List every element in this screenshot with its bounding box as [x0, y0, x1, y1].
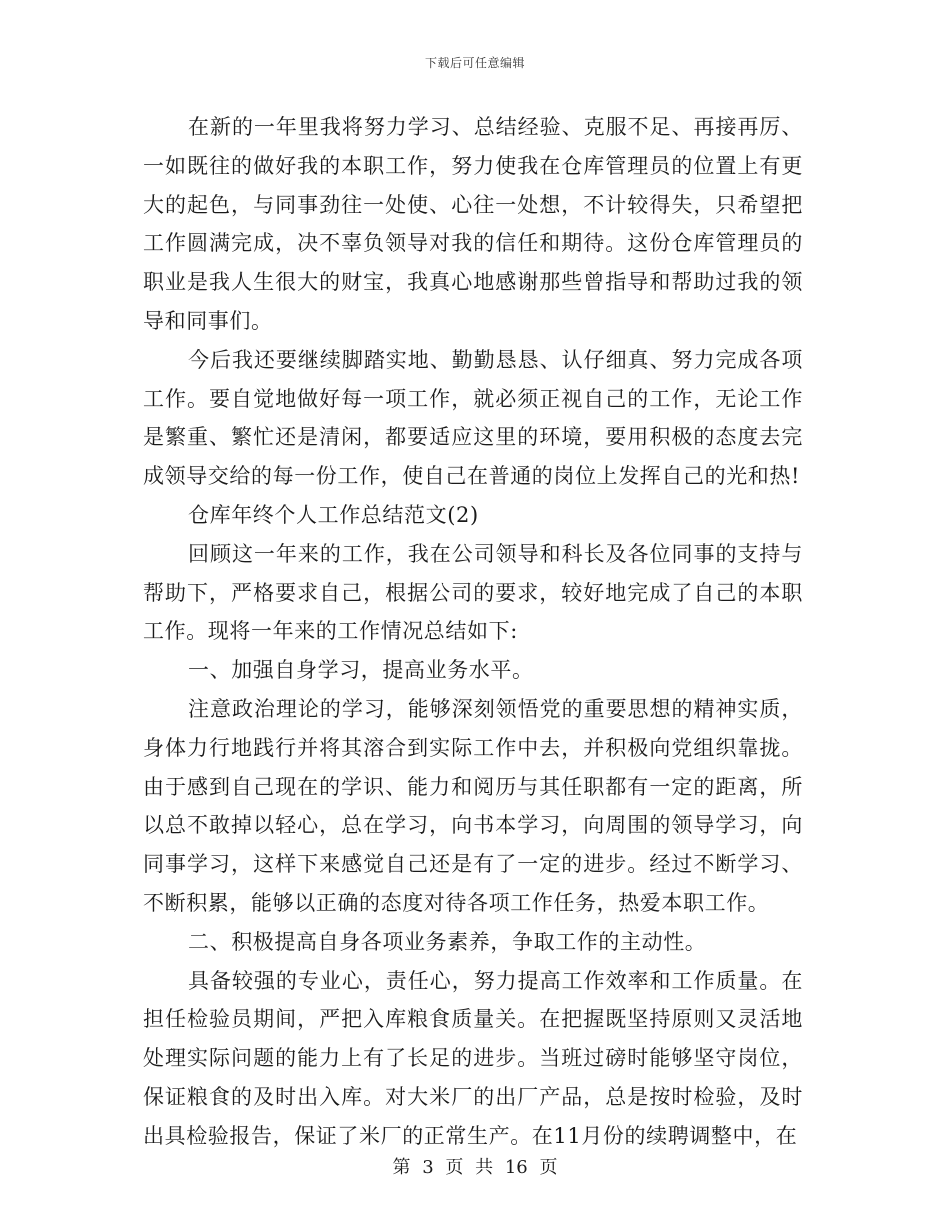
heading-two: 二、积极提高自身各项业务素养，争取工作的主动性。	[188, 929, 707, 954]
heading-one: 一、加强自身学习，提高业务水平。	[188, 658, 534, 683]
document-body	[143, 108, 803, 1156]
page-header-note: 下载后可任意编辑	[424, 56, 525, 70]
paragraph-professional: 具备较强的专业心，责任心，努力提高工作效率和工作质量。在担任检验员期间，严把入库粮食质量关。在把握既坚持原则又灵活地处理实际问题的能力上有了长足的进步。当班过磅时能够坚守岗位，保证粮食的及时出入库。对大米厂的出厂产品，总是按时检验，及时出具检验报告，保证了米厂的正常生产。在11月份的续聘调整中，在	[143, 968, 803, 1148]
page-number-footer: 第 3 页 共 16 页	[392, 1157, 558, 1178]
section-title: 仓库年终个人工作总结范文(2)	[188, 502, 479, 527]
paragraph-future-work: 今后我还要继续脚踏实地、勤勤恳恳、认仔细真、努力完成各项工作。要自觉地做好每一项工作，就必须正视自己的工作，无论工作是繁重、繁忙还是清闲，都要适应这里的环境，要用积极的态度去完成领导交给的每一份工作，使自己在普通的岗位上发挥自己的光和热!	[143, 347, 803, 489]
paragraph-new-year-plan: 在新的一年里我将努力学习、总结经验、克服不足、再接再厉、一如既往的做好我的本职工作，努力使我在仓库管理员的位置上有更大的起色，与同事劲往一处使、心往一处想，不计较得失，只希望把工作圆满完成，决不辜负领导对我的信任和期待。这份仓库管理员的职业是我人生很大的财宝，我真心地感谢那些曾指导和帮助过我的领导和同事们。	[143, 115, 803, 333]
paragraph-study: 注意政治理论的学习，能够深刻领悟党的重要思想的精神实质，身体力行地践行并将其溶合到实际工作中去，并积极向党组织靠拢。由于感到自己现在的学识、能力和阅历与其任职都有一定的距离，所以总不敢掉以轻心，总在学习，向书本学习，向周围的领导学习，向同事学习，这样下来感觉自己还是有了一定的进步。经过不断学习、不断积累，能够以正确的态度对待各项工作任务，热爱本职工作。	[143, 696, 803, 915]
paragraph-review: 回顾这一年来的工作，我在公司领导和科长及各位同事的支持与帮助下，严格要求自己，根据公司的要求，较好地完成了自己的本职工作。现将一年来的工作情况总结如下:	[143, 541, 803, 644]
